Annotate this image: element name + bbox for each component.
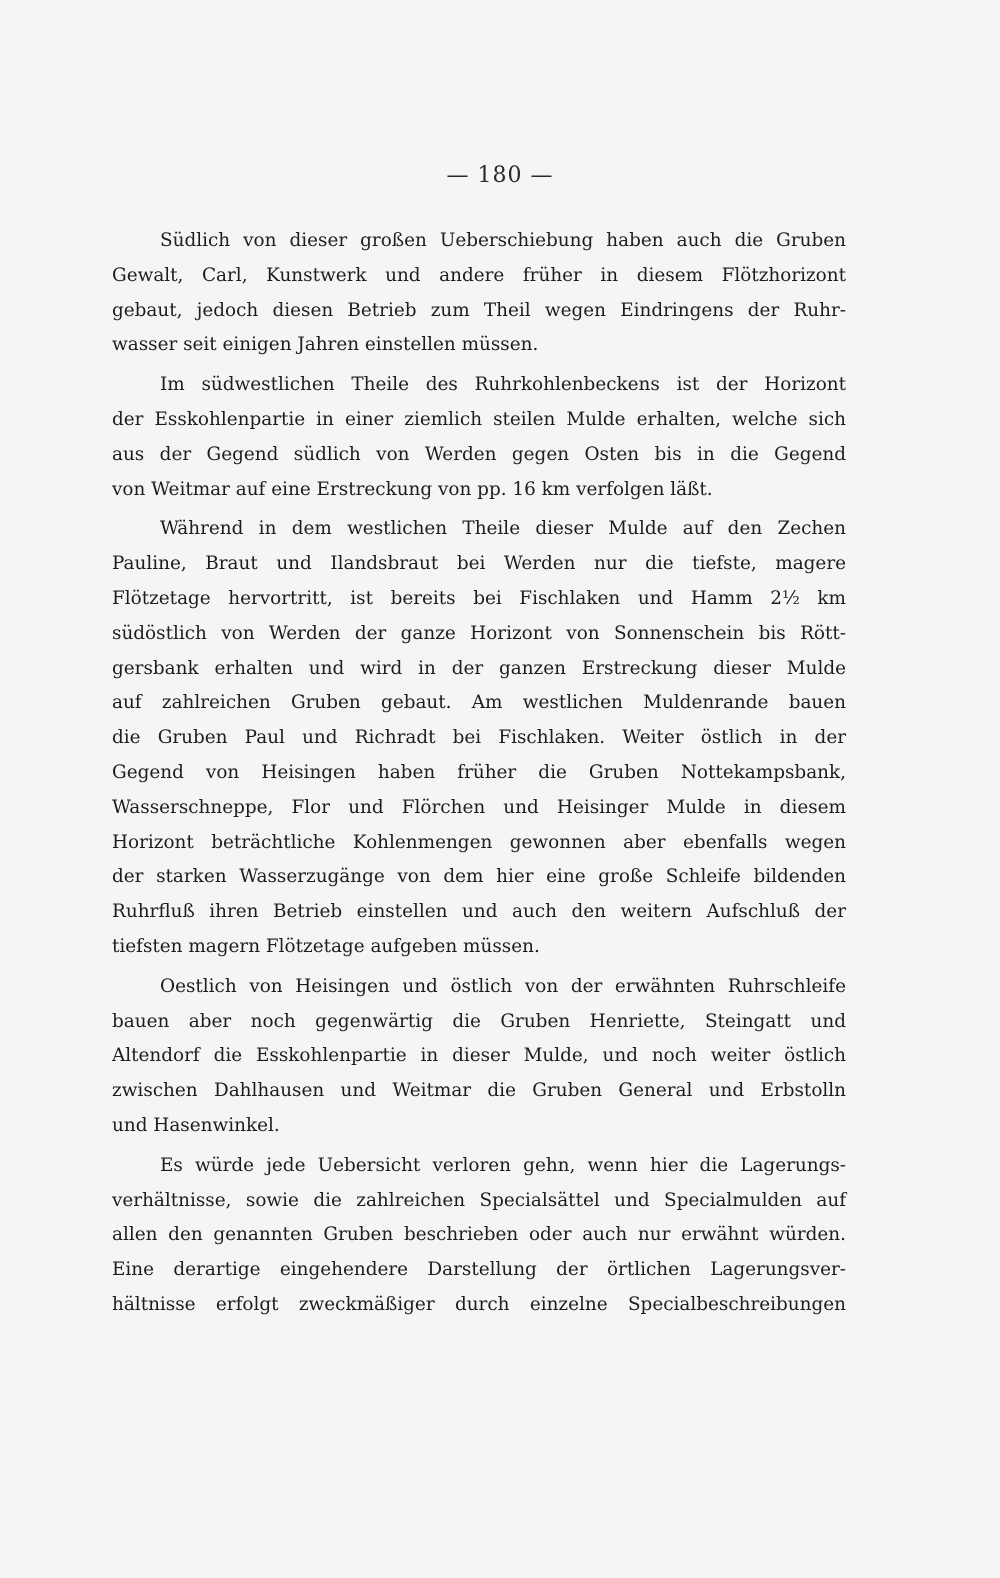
text-line: aus der Gegend südlich von Werden gegen Osten bis in die Gegend	[112, 443, 846, 465]
text-line: Südlich von dieser großen Ueberschiebung haben auch die Gruben	[160, 230, 846, 251]
text-line: gersbank erhalten und wird in der ganzen Erstreckung dieser Mulde	[112, 657, 846, 679]
text-line: der starken Wasserzugänge von dem hier eine große Schleife bildenden	[112, 866, 846, 888]
text-line: der Esskohlenpartie in einer ziemlich steilen Mulde erhalten, welche sich	[112, 408, 846, 430]
text-line: tiefsten magern Flötzetage aufgeben müssen.	[112, 935, 540, 957]
text-line: Horizont beträchtliche Kohlenmengen gewonnen aber ebenfalls wegen	[112, 831, 846, 853]
text-line: Pauline, Braut und Ilandsbraut bei Werden nur die tiefste, magere	[112, 553, 846, 575]
paragraph	[112, 224, 846, 363]
text-line: die Gruben Paul und Richradt bei Fischlaken. Weiter östlich in der	[112, 727, 846, 749]
paragraph	[112, 1149, 846, 1323]
text-line: Altendorf die Esskohlenpartie in dieser Mulde, und noch weiter östlich	[112, 1045, 846, 1067]
paragraph	[112, 368, 846, 507]
text-line: hältnisse erfolgt zweckmäßiger durch einzelne Specialbeschreibungen	[112, 1293, 846, 1315]
text-line: Flötzetage hervortritt, ist bereits bei Fischlaken und Hamm 2½ km	[112, 587, 846, 609]
text-line: allen den genannten Gruben beschrieben oder auch nur erwähnt würden.	[112, 1224, 846, 1246]
text-line: zwischen Dahlhausen und Weitmar die Gruben General und Erbstolln	[112, 1080, 846, 1102]
text-line: Es würde jede Uebersicht verloren gehn, wenn hier die Lagerungs-	[160, 1154, 846, 1176]
text-line: bauen aber noch gegenwärtig die Gruben Henriette, Steingatt und	[112, 1010, 846, 1032]
text-line: von Weitmar auf eine Erstreckung von pp. 16 km verfolgen läßt.	[112, 478, 713, 500]
text-line: Wasserschneppe, Flor und Flörchen und Heisinger Mulde in diesem	[112, 796, 846, 818]
page-number: — 180 —	[446, 163, 554, 188]
text-line: südöstlich von Werden der ganze Horizont von Sonnenschein bis Rött-	[112, 622, 846, 644]
body-text	[112, 224, 846, 1323]
text-line: verhältnisse, sowie die zahlreichen Specialsättel und Specialmulden auf	[112, 1189, 846, 1211]
text-line: Ruhrfluß ihren Betrieb einstellen und auch den weitern Aufschluß der	[112, 901, 846, 923]
text-line: Während in dem westlichen Theile dieser Mulde auf den Zechen	[160, 518, 846, 540]
paragraph	[112, 970, 846, 1144]
text-line: wasser seit einigen Jahren einstellen müssen.	[112, 334, 539, 356]
text-line: und Hasenwinkel.	[112, 1114, 280, 1136]
text-line: auf zahlreichen Gruben gebaut. Am westlichen Muldenrande bauen	[112, 692, 846, 714]
text-line: Gegend von Heisingen haben früher die Gruben Nottekampsbank,	[112, 761, 846, 783]
text-line: Eine derartige eingehendere Darstellung der örtlichen Lagerungsver-	[112, 1259, 846, 1281]
paragraph	[112, 512, 846, 964]
text-line: Oestlich von Heisingen und östlich von der erwähnten Ruhrschleife	[160, 975, 846, 997]
text-line: Gewalt, Carl, Kunstwerk und andere früher in diesem Flötzhorizont	[112, 264, 846, 286]
text-line: gebaut, jedoch diesen Betrieb zum Theil wegen Eindringens der Ruhr-	[112, 299, 846, 321]
text-line: Im südwestlichen Theile des Ruhrkohlenbeckens ist der Horizont	[160, 374, 846, 396]
